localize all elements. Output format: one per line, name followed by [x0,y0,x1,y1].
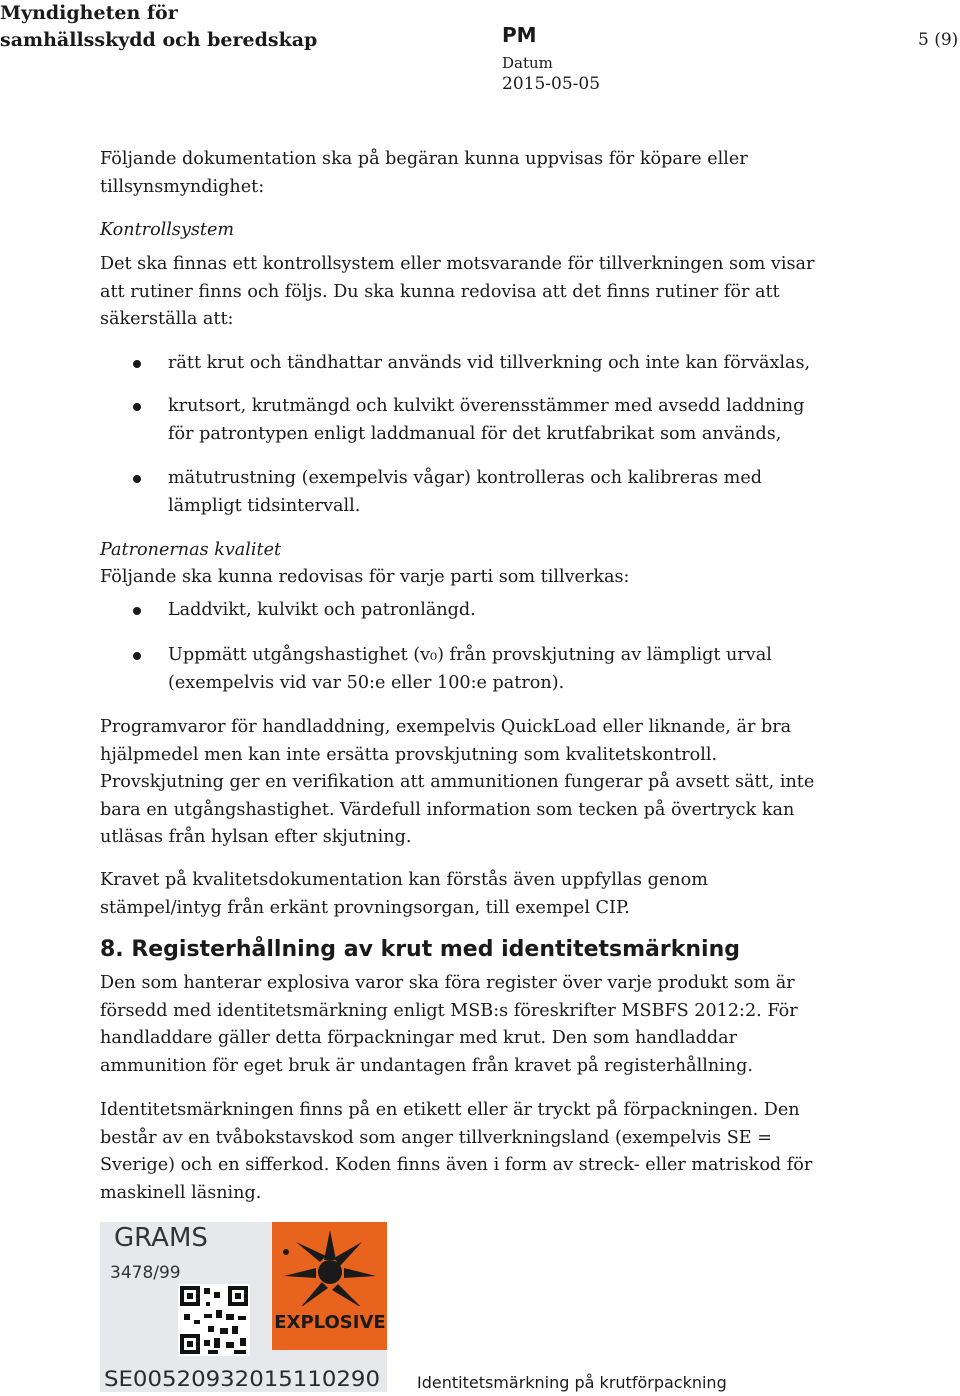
document-type: PM [502,23,537,47]
number-label: 3478/99 [110,1263,181,1283]
bullet-dot [133,360,141,368]
kvalitet-heading: Patronernas kvalitet [100,540,282,560]
bullet-dot [133,607,141,615]
list-item: mätutrustning (exempelvis vågar) kontrolleras och kalibreras med lämpligt tidsintervall. [168,468,763,516]
section-heading: 8. Registerhållning av krut med identitetsmärkning [100,937,740,962]
identification-label-photo [100,1222,387,1392]
list-item: Uppmätt utgångshastighet (v₀) från provskjutning av lämpligt urval (exempelvis vid var 50:e eller 100:e patron). [168,645,772,693]
section-paragraph-1: Den som hanterar explosiva varor ska föra register över varje produkt som är försedd med identitetsmärkning enligt MSB:s föreskrifter MSBFS 2012:2. För handladdare gäller detta förpackningar med krut. Den som handladdar ammunition för eget bruk är undantagen från kravet på registerhållning. [100,973,798,1076]
org-line-2: samhällsskydd och beredskap [0,29,318,51]
kravet-paragraph: Kravet på kvalitetsdokumentation kan förstås även uppfyllas genom stämpel/intyg från erkänt provningsorgan, till exempel CIP. [100,870,708,918]
bullet-dot [133,403,141,411]
date-label: Datum [502,54,553,72]
list-item: rätt krut och tändhattar används vid tillverkning och inte kan förväxlas, [168,353,811,373]
intro-paragraph: Följande dokumentation ska på begäran kunna uppvisas för köpare eller tillsynsmyndighet: [100,149,748,197]
organization-name [0,0,317,54]
programvaror-paragraph: Programvaror för handladdning, exempelvis QuickLoad eller liknande, är bra hjälpmedel men kan inte ersätta provskjutning som kvalitetskontroll. Provskjutning ger en verifikation att ammunitionen fungerar på avsett sätt, inte bara en utgångshastighet. Värdefull information som tecken på övertryck kan utläsas från hylsan efter skjutning. [100,717,815,847]
org-line-1: Myndigheten för [0,2,178,24]
list-item: Laddvikt, kulvikt och patronlängd. [168,600,476,620]
explosive-label: EXPLOSIVE [274,1312,386,1333]
kvalitet-paragraph: Följande ska kunna redovisas för varje parti som tillverkas: [100,567,630,587]
bullet-dot [133,652,141,660]
kontrollsystem-heading: Kontrollsystem [100,220,235,240]
bullet-dot [133,475,141,483]
figure-caption: Identitetsmärkning på krutförpackning [417,1373,727,1392]
identification-code: SE00520932015110290 [104,1367,380,1391]
grams-label: GRAMS [114,1223,208,1253]
list-item: krutsort, krutmängd och kulvikt överensstämmer med avsedd laddning för patrontypen enligt laddmanual för det krutfabrikat som används, [168,396,805,444]
page-number: 5 (9) [918,30,959,50]
document-date: 2015-05-05 [502,74,601,94]
section-paragraph-2: Identitetsmärkningen finns på en etikett eller är tryckt på förpackningen. Den består av en tvåbokstavskod som anger tillverkningsland (exempelvis SE = Sverige) och en sifferkod. Koden finns även i form av streck- eller matriskod för maskinell läsning. [100,1100,813,1203]
qr-code [178,1284,250,1356]
kontrollsystem-paragraph: Det ska finnas ett kontrollsystem eller motsvarande för tillverkningen som visar att rutiner finns och följs. Du ska kunna redovisa att det finns rutiner för att säkerställa att: [100,254,815,329]
